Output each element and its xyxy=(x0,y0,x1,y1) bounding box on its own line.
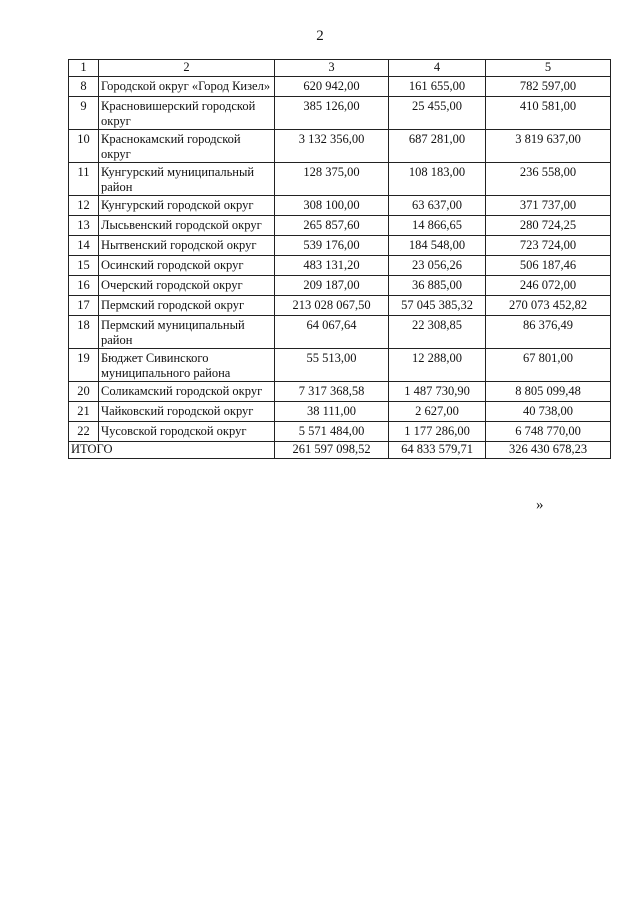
col5-value-cell: 506 187,46 xyxy=(486,256,611,276)
col4-value-cell: 184 548,00 xyxy=(389,236,486,256)
col5-value-cell: 270 073 452,82 xyxy=(486,296,611,316)
municipality-name-cell: Нытвенский городской округ xyxy=(99,236,275,256)
row-number-cell: 21 xyxy=(69,402,99,422)
col4-value-cell: 1 177 286,00 xyxy=(389,422,486,442)
row-number-cell: 16 xyxy=(69,276,99,296)
col4-value-cell: 36 885,00 xyxy=(389,276,486,296)
col5-value-cell: 8 805 099,48 xyxy=(486,382,611,402)
header-cell: 2 xyxy=(99,60,275,77)
row-number-cell: 22 xyxy=(69,422,99,442)
col3-value-cell: 539 176,00 xyxy=(275,236,389,256)
row-number-cell: 11 xyxy=(69,163,99,196)
col4-value-cell: 23 056,26 xyxy=(389,256,486,276)
col4-value-cell: 161 655,00 xyxy=(389,77,486,97)
row-number-cell: 9 xyxy=(69,97,99,130)
table-row xyxy=(69,196,611,216)
municipality-name-cell: Осинский городской округ xyxy=(99,256,275,276)
col3-value-cell: 308 100,00 xyxy=(275,196,389,216)
municipality-name-cell: Лысьвенский городской округ xyxy=(99,216,275,236)
municipality-name-cell: Соликамский городской округ xyxy=(99,382,275,402)
col4-value-cell: 12 288,00 xyxy=(389,349,486,382)
col5-value-cell: 410 581,00 xyxy=(486,97,611,130)
row-number-cell: 15 xyxy=(69,256,99,276)
total-label: ИТОГО xyxy=(69,442,275,459)
col3-value-cell: 213 028 067,50 xyxy=(275,296,389,316)
col5-value-cell: 40 738,00 xyxy=(486,402,611,422)
municipality-name-cell: Пермский городской округ xyxy=(99,296,275,316)
col3-value-cell: 483 131,20 xyxy=(275,256,389,276)
table-row xyxy=(69,382,611,402)
total-col4: 64 833 579,71 xyxy=(389,442,486,459)
table-row xyxy=(69,236,611,256)
municipality-name-cell: Красновишерский городской округ xyxy=(99,97,275,130)
municipality-name-cell: Бюджет Сивинского муниципального района xyxy=(99,349,275,382)
col4-value-cell: 108 183,00 xyxy=(389,163,486,196)
col4-value-cell: 25 455,00 xyxy=(389,97,486,130)
table-row xyxy=(69,422,611,442)
col3-value-cell: 38 111,00 xyxy=(275,402,389,422)
closing-quote: » xyxy=(536,497,544,513)
col4-value-cell: 14 866,65 xyxy=(389,216,486,236)
municipality-name-cell: Чайковский городской округ xyxy=(99,402,275,422)
municipality-name-cell: Краснокамский городской округ xyxy=(99,130,275,163)
col3-value-cell: 55 513,00 xyxy=(275,349,389,382)
table-row xyxy=(69,97,611,130)
municipality-name-cell: Очерский городской округ xyxy=(99,276,275,296)
col3-value-cell: 209 187,00 xyxy=(275,276,389,296)
header-cell: 4 xyxy=(389,60,486,77)
col5-value-cell: 723 724,00 xyxy=(486,236,611,256)
row-number-cell: 20 xyxy=(69,382,99,402)
municipality-name-cell: Городской округ «Город Кизел» xyxy=(99,77,275,97)
table-row xyxy=(69,130,611,163)
row-number-cell: 13 xyxy=(69,216,99,236)
municipality-name-cell: Кунгурский городской округ xyxy=(99,196,275,216)
col5-value-cell: 246 072,00 xyxy=(486,276,611,296)
col3-value-cell: 620 942,00 xyxy=(275,77,389,97)
col3-value-cell: 265 857,60 xyxy=(275,216,389,236)
col5-value-cell: 3 819 637,00 xyxy=(486,130,611,163)
header-cell: 1 xyxy=(69,60,99,77)
municipality-name-cell: Кунгурский муниципальный район xyxy=(99,163,275,196)
table-row xyxy=(69,402,611,422)
page-number: 2 xyxy=(316,28,324,44)
table-row xyxy=(69,77,611,97)
col5-value-cell: 782 597,00 xyxy=(486,77,611,97)
row-number-cell: 10 xyxy=(69,130,99,163)
col4-value-cell: 22 308,85 xyxy=(389,316,486,349)
budget-table xyxy=(68,59,611,459)
header-cell: 3 xyxy=(275,60,389,77)
table-row xyxy=(69,256,611,276)
table-row xyxy=(69,316,611,349)
header-row xyxy=(69,60,611,77)
col5-value-cell: 6 748 770,00 xyxy=(486,422,611,442)
total-row xyxy=(69,442,611,459)
row-number-cell: 8 xyxy=(69,77,99,97)
row-number-cell: 18 xyxy=(69,316,99,349)
col3-value-cell: 5 571 484,00 xyxy=(275,422,389,442)
row-number-cell: 12 xyxy=(69,196,99,216)
col3-value-cell: 64 067,64 xyxy=(275,316,389,349)
col4-value-cell: 2 627,00 xyxy=(389,402,486,422)
table-row xyxy=(69,163,611,196)
col3-value-cell: 385 126,00 xyxy=(275,97,389,130)
municipality-name-cell: Чусовской городской округ xyxy=(99,422,275,442)
header-cell: 5 xyxy=(486,60,611,77)
col5-value-cell: 371 737,00 xyxy=(486,196,611,216)
col4-value-cell: 687 281,00 xyxy=(389,130,486,163)
col5-value-cell: 280 724,25 xyxy=(486,216,611,236)
table-row xyxy=(69,276,611,296)
row-number-cell: 19 xyxy=(69,349,99,382)
col5-value-cell: 67 801,00 xyxy=(486,349,611,382)
table-row xyxy=(69,216,611,236)
col3-value-cell: 7 317 368,58 xyxy=(275,382,389,402)
col4-value-cell: 63 637,00 xyxy=(389,196,486,216)
table-row xyxy=(69,349,611,382)
row-number-cell: 14 xyxy=(69,236,99,256)
col4-value-cell: 1 487 730,90 xyxy=(389,382,486,402)
col5-value-cell: 86 376,49 xyxy=(486,316,611,349)
col3-value-cell: 3 132 356,00 xyxy=(275,130,389,163)
col4-value-cell: 57 045 385,32 xyxy=(389,296,486,316)
row-number-cell: 17 xyxy=(69,296,99,316)
col5-value-cell: 236 558,00 xyxy=(486,163,611,196)
col3-value-cell: 128 375,00 xyxy=(275,163,389,196)
municipality-name-cell: Пермский муниципальный район xyxy=(99,316,275,349)
table-row xyxy=(69,296,611,316)
total-col3: 261 597 098,52 xyxy=(275,442,389,459)
total-col5: 326 430 678,23 xyxy=(486,442,611,459)
